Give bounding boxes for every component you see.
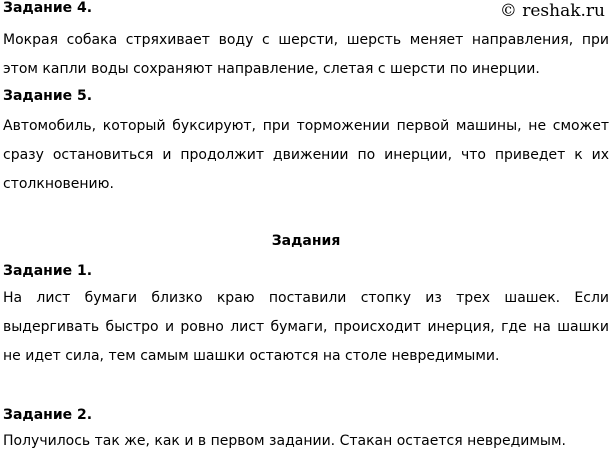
task-2-text: Получилось так же, как и в первом задании. Стакан остается невредимым. <box>3 433 566 449</box>
task-5-title: Задание 5. <box>3 88 93 104</box>
task-2-title: Задание 2. <box>3 407 93 423</box>
task-5-text: Автомобиль, который буксируют, при торможении первой машины, не сможет сразу остановиться и продолжит движении по инерции, что приведет к их столкновению. <box>3 118 609 192</box>
watermark: © reshak.ru <box>499 1 605 21</box>
task-4-title: Задание 4. <box>3 0 93 16</box>
document-page <box>3 0 609 455</box>
task-4-text: Мокрая собака стряхивает воду с шерсти, шерсть меняет направления, при этом капли воды сохраняют направление, слетая с шерсти по инерции. <box>3 32 609 77</box>
task-1-text: На лист бумаги близко краю поставили стопку из трех шашек. Если выдергивать быстро и ровно лист бумаги, происходит инерция, где на шашки не идет сила, тем самым шашки остаются на столе невредимыми. <box>3 290 609 364</box>
section-title: Задания <box>271 233 341 249</box>
task-1-title: Задание 1. <box>3 263 93 279</box>
